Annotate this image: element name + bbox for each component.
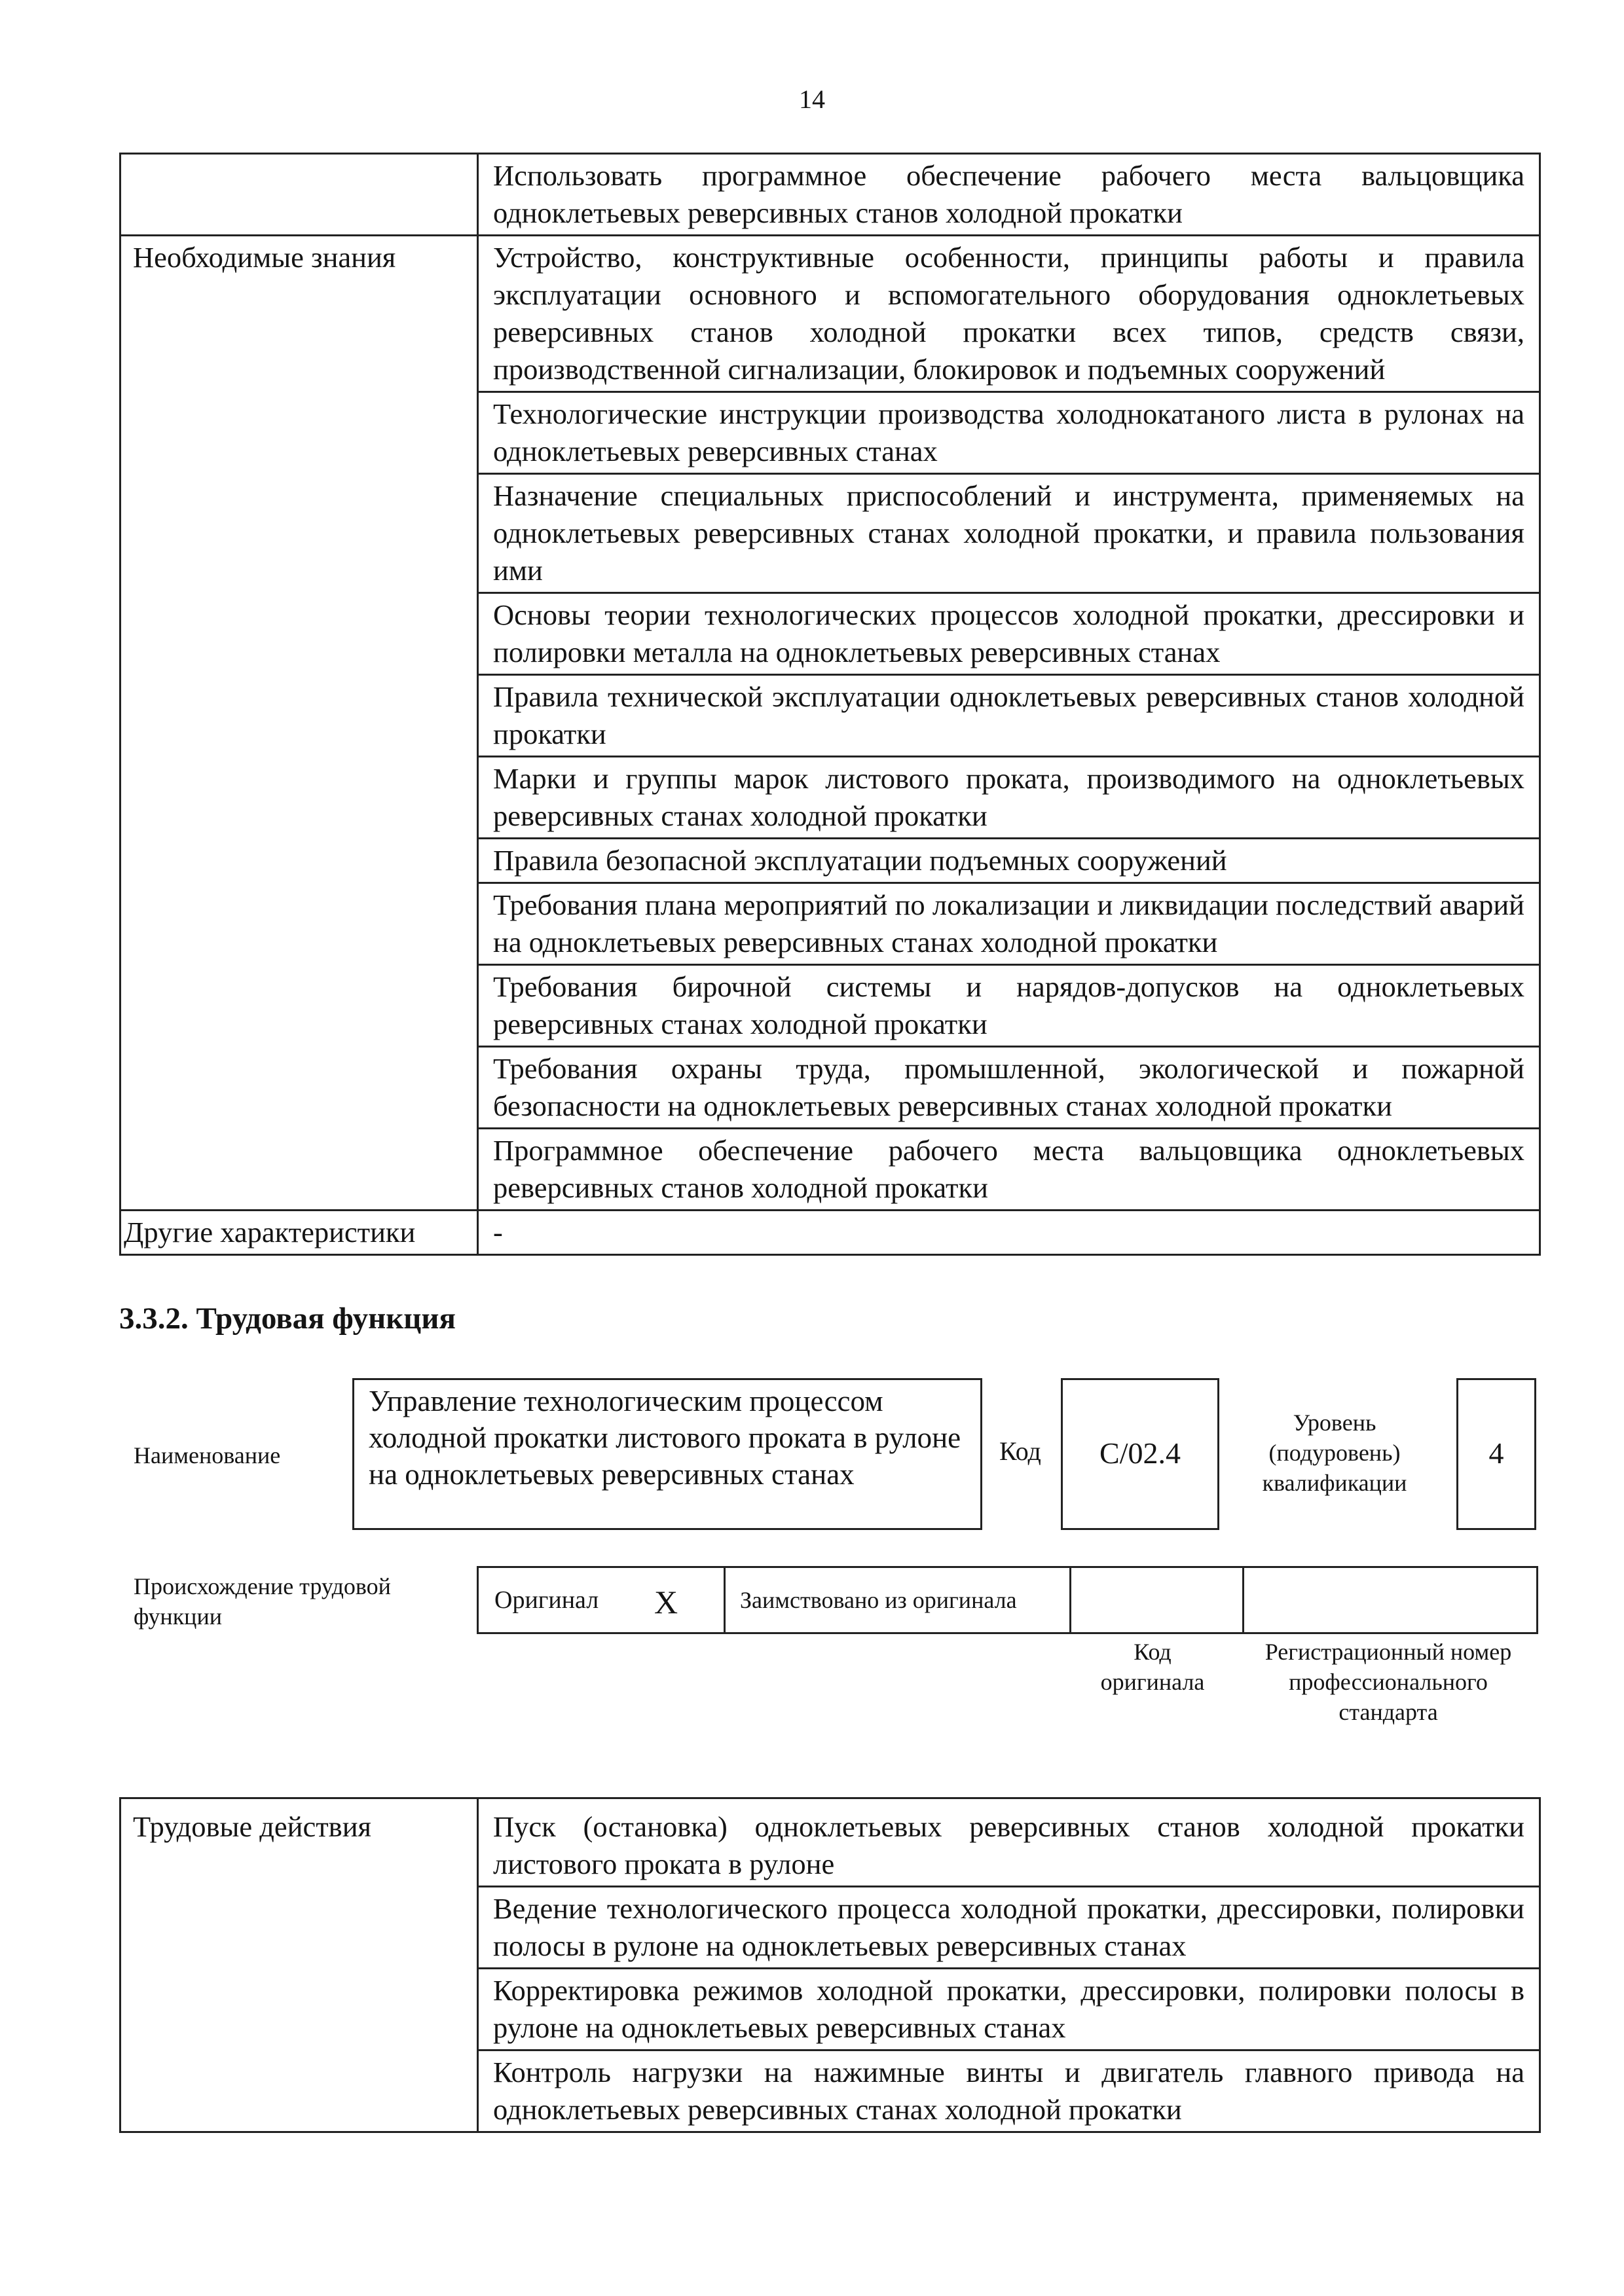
origin-table [477, 1566, 1538, 1634]
table-row [120, 154, 1540, 236]
code-label: Код [999, 1436, 1041, 1466]
original-code-cell [1071, 1567, 1244, 1633]
table-row [120, 1211, 1540, 1255]
page-number: 14 [799, 84, 825, 114]
original-label: Оригинал [494, 1586, 599, 1614]
function-name-box [352, 1378, 982, 1530]
knowledge-item: Устройство, конструктивные особенности, принципы работы и правила эксплуатации основного и вспомогательного оборудования одноклетьевых реверсивных станов холодной прокатки всех типов, средств связи, производственной сигнализации, блокировок и подъемных сооружений [478, 236, 1540, 392]
original-cell [478, 1567, 725, 1633]
empty-label-cell [120, 154, 478, 236]
code-box [1061, 1378, 1219, 1530]
code-value: С/02.4 [1099, 1436, 1181, 1470]
function-name-value: Управление технологическим процессом холодной прокатки листового проката в рулоне на одноклетьевых реверсивных станах [369, 1385, 961, 1491]
action-item: Пуск (остановка) одноклетьевых реверсивных станов холодной прокатки листового проката в рулоне [478, 1798, 1540, 1887]
knowledge-table [119, 153, 1541, 1256]
knowledge-item: Марки и группы марок листового проката, производимого на одноклетьевых реверсивных станах холодной прокатки [478, 757, 1540, 839]
actions-table [119, 1797, 1541, 2133]
action-item: Ведение технологического процесса холодной прокатки, дрессировки, полировки полосы в рулоне на одноклетьевых реверсивных станах [478, 1887, 1540, 1969]
knowledge-label: Необходимые знания [120, 236, 478, 1211]
knowledge-item: Основы теории технологических процессов холодной прокатки, дрессировки и полировки металла на одноклетьевых реверсивных станах [478, 593, 1540, 675]
action-item: Корректировка режимов холодной прокатки, дрессировки, полировки полосы в рулоне на одноклетьевых реверсивных станах [478, 1969, 1540, 2050]
table-row [120, 236, 1540, 392]
knowledge-item: Требования охраны труда, промышленной, экологической и пожарной безопасности на одноклетьевых реверсивных станах холодной прокатки [478, 1047, 1540, 1129]
other-characteristics-value: - [478, 1211, 1540, 1255]
table-row [478, 1567, 1538, 1633]
knowledge-item: Требования плана мероприятий по локализации и ликвидации последствий аварий на одноклетьевых реверсивных станах холодной прокатки [478, 883, 1540, 965]
level-label: Уровень (подуровень) квалификации [1262, 1410, 1407, 1496]
action-item: Контроль нагрузки на нажимные винты и двигатель главного привода на одноклетьевых реверсивных станах холодной прокатки [478, 2050, 1540, 2132]
knowledge-item: Требования бирочной системы и нарядов-допусков на одноклетьевых реверсивных станах холодной прокатки [478, 965, 1540, 1047]
original-mark: X [654, 1584, 678, 1620]
code-caption: Код оригинала [1100, 1639, 1205, 1695]
skill-item: Использовать программное обеспечение рабочего места вальцовщика одноклетьевых реверсивных станов холодной прокатки [478, 154, 1540, 236]
level-box [1456, 1378, 1536, 1530]
borrowed-cell [725, 1567, 1071, 1633]
actions-label: Трудовые действия [120, 1798, 478, 2132]
registration-caption: Регистрационный номер профессионального стандарта [1264, 1639, 1512, 1725]
knowledge-item: Правила технической эксплуатации одноклетьевых реверсивных станов холодной прокатки [478, 675, 1540, 757]
borrowed-label: Заимствовано из оригинала [740, 1587, 1017, 1613]
table-row [120, 1798, 1540, 1887]
knowledge-item: Правила безопасной эксплуатации подъемных сооружений [478, 839, 1540, 883]
other-characteristics-label: Другие характеристики [120, 1211, 478, 1255]
knowledge-item: Технологические инструкции производства холоднокатаного листа в рулонах на одноклетьевых реверсивных станах [478, 392, 1540, 474]
section-heading: 3.3.2. Трудовая функция [119, 1302, 456, 1336]
level-value: 4 [1488, 1436, 1504, 1470]
origin-label: Происхождение трудовой функции [134, 1573, 391, 1630]
knowledge-item: Программное обеспечение рабочего места вальцовщика одноклетьевых реверсивных станов холодной прокатки [478, 1129, 1540, 1211]
name-label: Наименование [134, 1442, 281, 1468]
knowledge-item: Назначение специальных приспособлений и инструмента, применяемых на одноклетьевых реверсивных станах холодной прокатки, и правила пользования ими [478, 474, 1540, 593]
registration-number-cell [1244, 1567, 1538, 1633]
